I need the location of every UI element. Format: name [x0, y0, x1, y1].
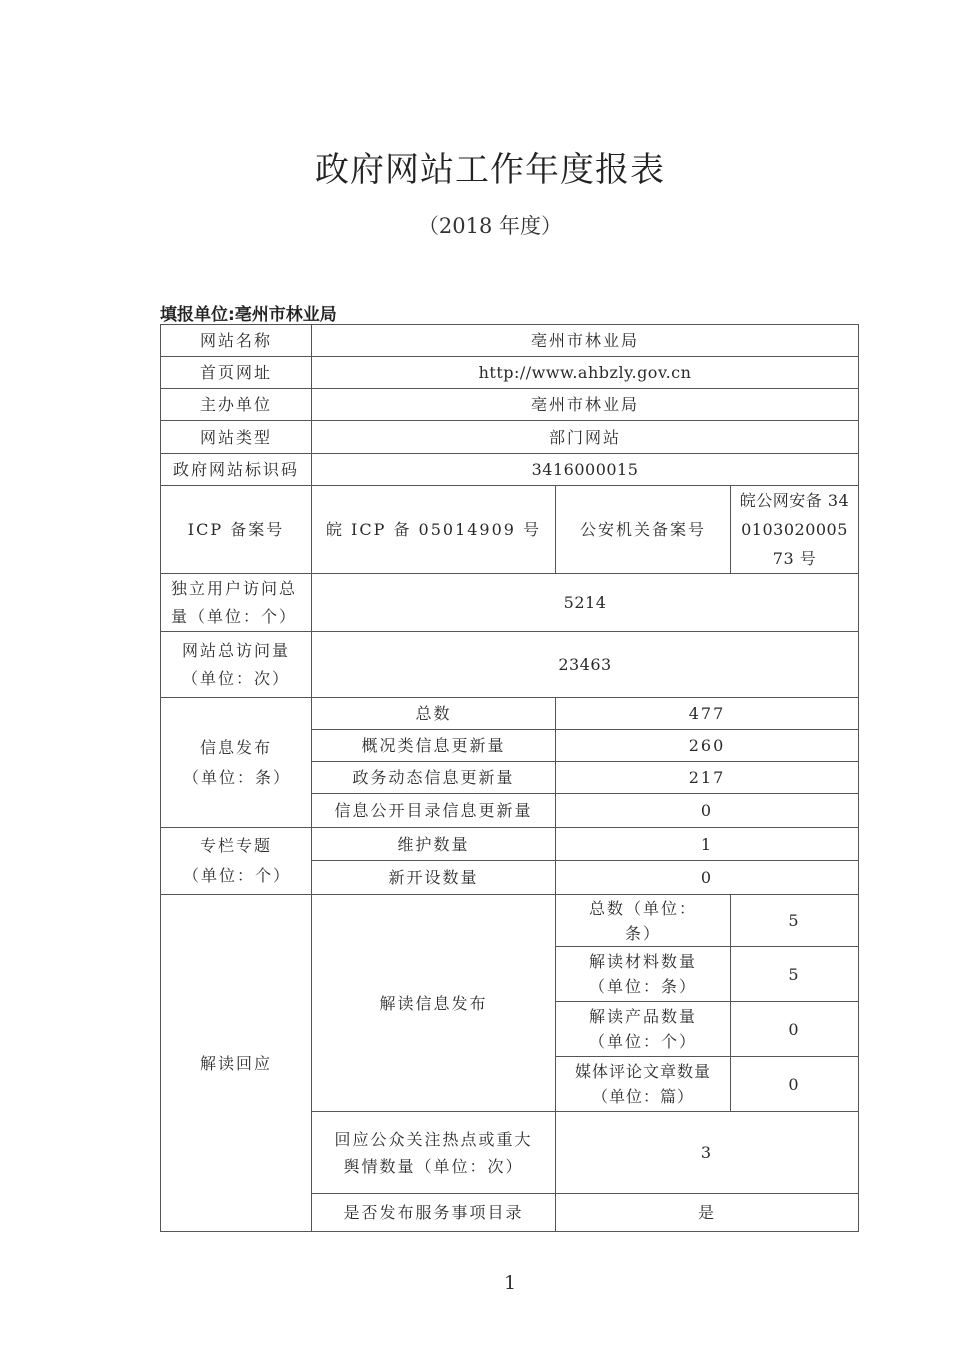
table-row — [161, 698, 859, 730]
gov-id-value: 3416000015 — [312, 454, 859, 486]
interp-media-label: 媒体评论文章数量（单位：篇） — [556, 1057, 731, 1112]
table-row — [161, 389, 859, 421]
disclosure-update-value: 0 — [556, 794, 859, 828]
filling-unit: 填报单位:亳州市林业局 — [160, 305, 337, 325]
news-update-value: 217 — [556, 762, 859, 794]
unique-visitors-label: 独立用户访问总量（单位：个） — [161, 574, 312, 632]
total-visits-value: 23463 — [312, 632, 859, 698]
total-visits-label: 网站总访问量（单位：次） — [161, 632, 312, 698]
table-row — [161, 828, 859, 861]
report-title: 政府网站工作年度报表 — [315, 150, 665, 190]
overview-update-label: 概况类信息更新量 — [312, 730, 556, 762]
columns-new-label: 新开设数量 — [312, 861, 556, 895]
gov-id-label: 政府网站标识码 — [161, 454, 312, 486]
interp-product-value: 0 — [731, 1002, 859, 1057]
table-row — [161, 895, 859, 947]
icp-label: ICP 备案号 — [161, 486, 312, 574]
site-name-label: 网站名称 — [161, 325, 312, 357]
site-type-value: 部门网站 — [312, 421, 859, 454]
service-catalog-label: 是否发布服务事项目录 — [312, 1194, 556, 1232]
response-value: 3 — [556, 1112, 859, 1194]
interp-total-value: 5 — [731, 895, 859, 947]
table-row — [161, 325, 859, 357]
report-year: （2018 年度） — [417, 214, 563, 238]
police-record-label: 公安机关备案号 — [556, 486, 731, 574]
info-publish-label: 信息发布（单位：条） — [161, 698, 312, 828]
table-row — [161, 574, 859, 632]
response-label: 回应公众关注热点或重大舆情数量（单位：次） — [312, 1112, 556, 1194]
columns-new-value: 0 — [556, 861, 859, 895]
columns-maintained-label: 维护数量 — [312, 828, 556, 861]
interp-material-label: 解读材料数量（单位：条） — [556, 947, 731, 1002]
table-row — [161, 357, 859, 389]
sponsor-label: 主办单位 — [161, 389, 312, 421]
homepage-value: http://www.ahbzly.gov.cn — [312, 357, 859, 389]
report-table — [160, 324, 859, 1232]
info-total-label: 总数 — [312, 698, 556, 730]
icp-value: 皖 ICP 备 05014909 号 — [312, 486, 556, 574]
homepage-label: 首页网址 — [161, 357, 312, 389]
interpretation-label: 解读回应 — [161, 895, 312, 1232]
page-number: 1 — [503, 1272, 517, 1294]
interp-material-value: 5 — [731, 947, 859, 1002]
interp-media-value: 0 — [731, 1057, 859, 1112]
disclosure-update-label: 信息公开目录信息更新量 — [312, 794, 556, 828]
service-catalog-value: 是 — [556, 1194, 859, 1232]
table-row — [161, 421, 859, 454]
table-row — [161, 486, 859, 574]
site-name-value: 亳州市林业局 — [312, 325, 859, 357]
unique-visitors-value: 5214 — [312, 574, 859, 632]
info-total-value: 477 — [556, 698, 859, 730]
overview-update-value: 260 — [556, 730, 859, 762]
sponsor-value: 亳州市林业局 — [312, 389, 859, 421]
table-row — [161, 632, 859, 698]
table-row — [161, 454, 859, 486]
columns-maintained-value: 1 — [556, 828, 859, 861]
interpretation-publish-label: 解读信息发布 — [312, 895, 556, 1112]
news-update-label: 政务动态信息更新量 — [312, 762, 556, 794]
interp-total-label: 总数（单位：条） — [556, 895, 731, 947]
site-type-label: 网站类型 — [161, 421, 312, 454]
interp-product-label: 解读产品数量（单位：个） — [556, 1002, 731, 1057]
police-record-value: 皖公网安备 34010302000573 号 — [731, 486, 859, 574]
columns-label: 专栏专题（单位：个） — [161, 828, 312, 895]
